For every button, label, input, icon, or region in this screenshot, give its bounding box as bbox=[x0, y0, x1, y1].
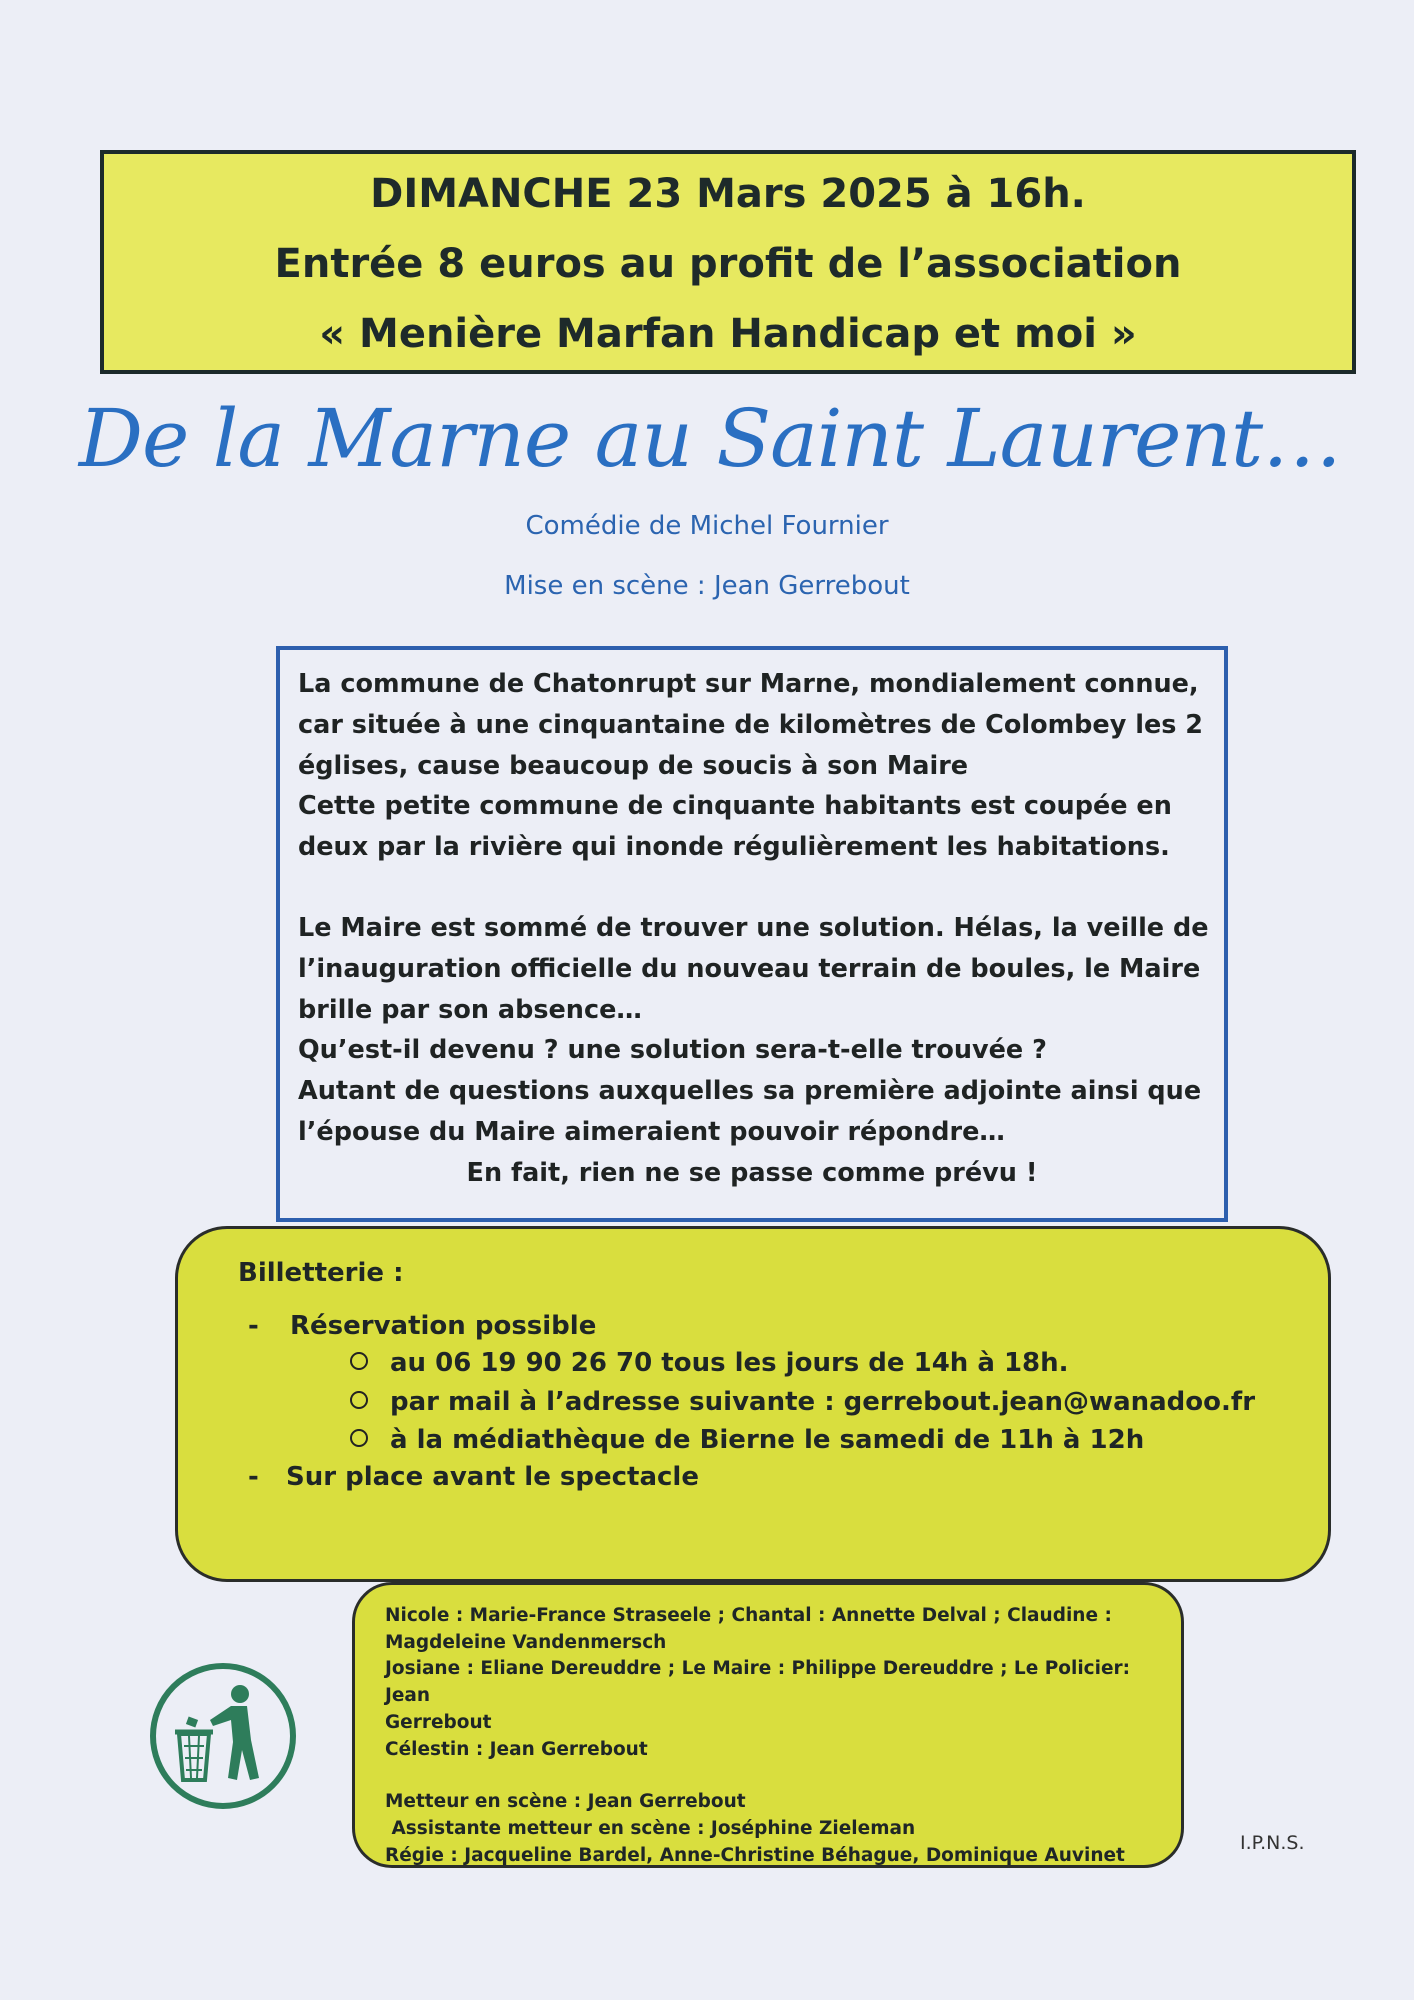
show-title: De la Marne au Saint Laurent… bbox=[78, 392, 1342, 485]
synopsis-box bbox=[276, 646, 1228, 1222]
cast-line: Josiane : Eliane Dereuddre ; Le Maire : Philippe Dereuddre ; Le Policier: Jean bbox=[385, 1658, 1131, 1707]
crew-line: Assistante metteur en scène : Joséphine Zieleman bbox=[385, 1817, 916, 1839]
event-header-box bbox=[100, 150, 1356, 374]
cast-line: Magdeleine Vandenmersch bbox=[385, 1631, 667, 1653]
synopsis-line: Cette petite commune de cinquante habitants est coupée en bbox=[298, 791, 1172, 822]
synopsis-line: églises, cause beaucoup de soucis à son Maire bbox=[298, 750, 969, 781]
cast-line: Célestin : Jean Gerrebout bbox=[385, 1738, 648, 1760]
synopsis-line: l’inauguration officielle du nouveau terrain de boules, le Maire bbox=[298, 953, 1201, 984]
crew-line: Régie : Jacqueline Bardel, Anne-Christine Béhague, Dominique Auvinet bbox=[385, 1844, 1125, 1866]
reservation-item bbox=[248, 1311, 596, 1341]
synopsis-closing: En fait, rien ne se passe comme prévu ! bbox=[466, 1157, 1038, 1188]
reservation-library: à la médiathèque de Bierne le samedi de 11h à 12h bbox=[390, 1425, 1145, 1455]
synopsis-line: l’épouse du Maire aimeraient pouvoir répondre… bbox=[298, 1116, 1005, 1147]
circle-bullet-icon bbox=[350, 1352, 368, 1370]
event-date: DIMANCHE 23 Mars 2025 à 16h. bbox=[370, 171, 1086, 217]
synopsis-line: deux par la rivière qui inonde régulièrement les habitations. bbox=[298, 832, 1170, 863]
reservation-option bbox=[350, 1425, 1144, 1455]
synopsis-line: car située à une cinquantaine de kilomètres de Colombey les 2 bbox=[298, 709, 1204, 740]
cast-box bbox=[352, 1582, 1184, 1868]
reservation-phone: au 06 19 90 26 70 tous les jours de 14h à 18h. bbox=[390, 1348, 1069, 1378]
director-credit: Mise en scène : Jean Gerrebout bbox=[504, 571, 910, 601]
synopsis-line: Le Maire est sommé de trouver une solution. Hélas, la veille de bbox=[298, 912, 1209, 943]
cast-line: Gerrebout bbox=[385, 1711, 492, 1733]
ticketing-box bbox=[175, 1226, 1331, 1582]
reservation-email[interactable]: par mail à l’adresse suivante : gerrebout.jean@wanadoo.fr bbox=[390, 1387, 1256, 1417]
onsite-item bbox=[248, 1462, 699, 1492]
dash-bullet: - bbox=[248, 1462, 259, 1492]
ipns-mark: I.P.N.S. bbox=[1240, 1832, 1305, 1854]
dash-bullet: - bbox=[248, 1311, 259, 1341]
synopsis-line: Qu’est-il devenu ? une solution sera-t-elle trouvée ? bbox=[298, 1035, 1047, 1066]
reservation-label: Réservation possible bbox=[290, 1311, 597, 1341]
synopsis-line: La commune de Chatonrupt sur Marne, mondialement connue, bbox=[298, 669, 1199, 699]
event-price: Entrée 8 euros au profit de l’association bbox=[274, 241, 1182, 287]
crew-line: Metteur en scène : Jean Gerrebout bbox=[385, 1791, 746, 1813]
synopsis-line: brille par son absence… bbox=[298, 994, 642, 1025]
recycle-bin-icon bbox=[147, 1660, 299, 1812]
event-association: « Menière Marfan Handicap et moi » bbox=[319, 311, 1137, 357]
onsite-label: Sur place avant le spectacle bbox=[286, 1462, 699, 1492]
circle-bullet-icon bbox=[350, 1391, 368, 1409]
reservation-option bbox=[350, 1348, 1069, 1378]
circle-bullet-icon bbox=[350, 1429, 368, 1447]
ticketing-heading: Billetterie : bbox=[238, 1258, 404, 1288]
synopsis-line: Autant de questions auxquelles sa première adjointe ainsi que bbox=[298, 1076, 1202, 1107]
reservation-option bbox=[350, 1387, 1255, 1417]
author-credit: Comédie de Michel Fournier bbox=[525, 511, 889, 541]
cast-line: Nicole : Marie-France Straseele ; Chantal : Annette Delval ; Claudine : bbox=[385, 1605, 1112, 1626]
